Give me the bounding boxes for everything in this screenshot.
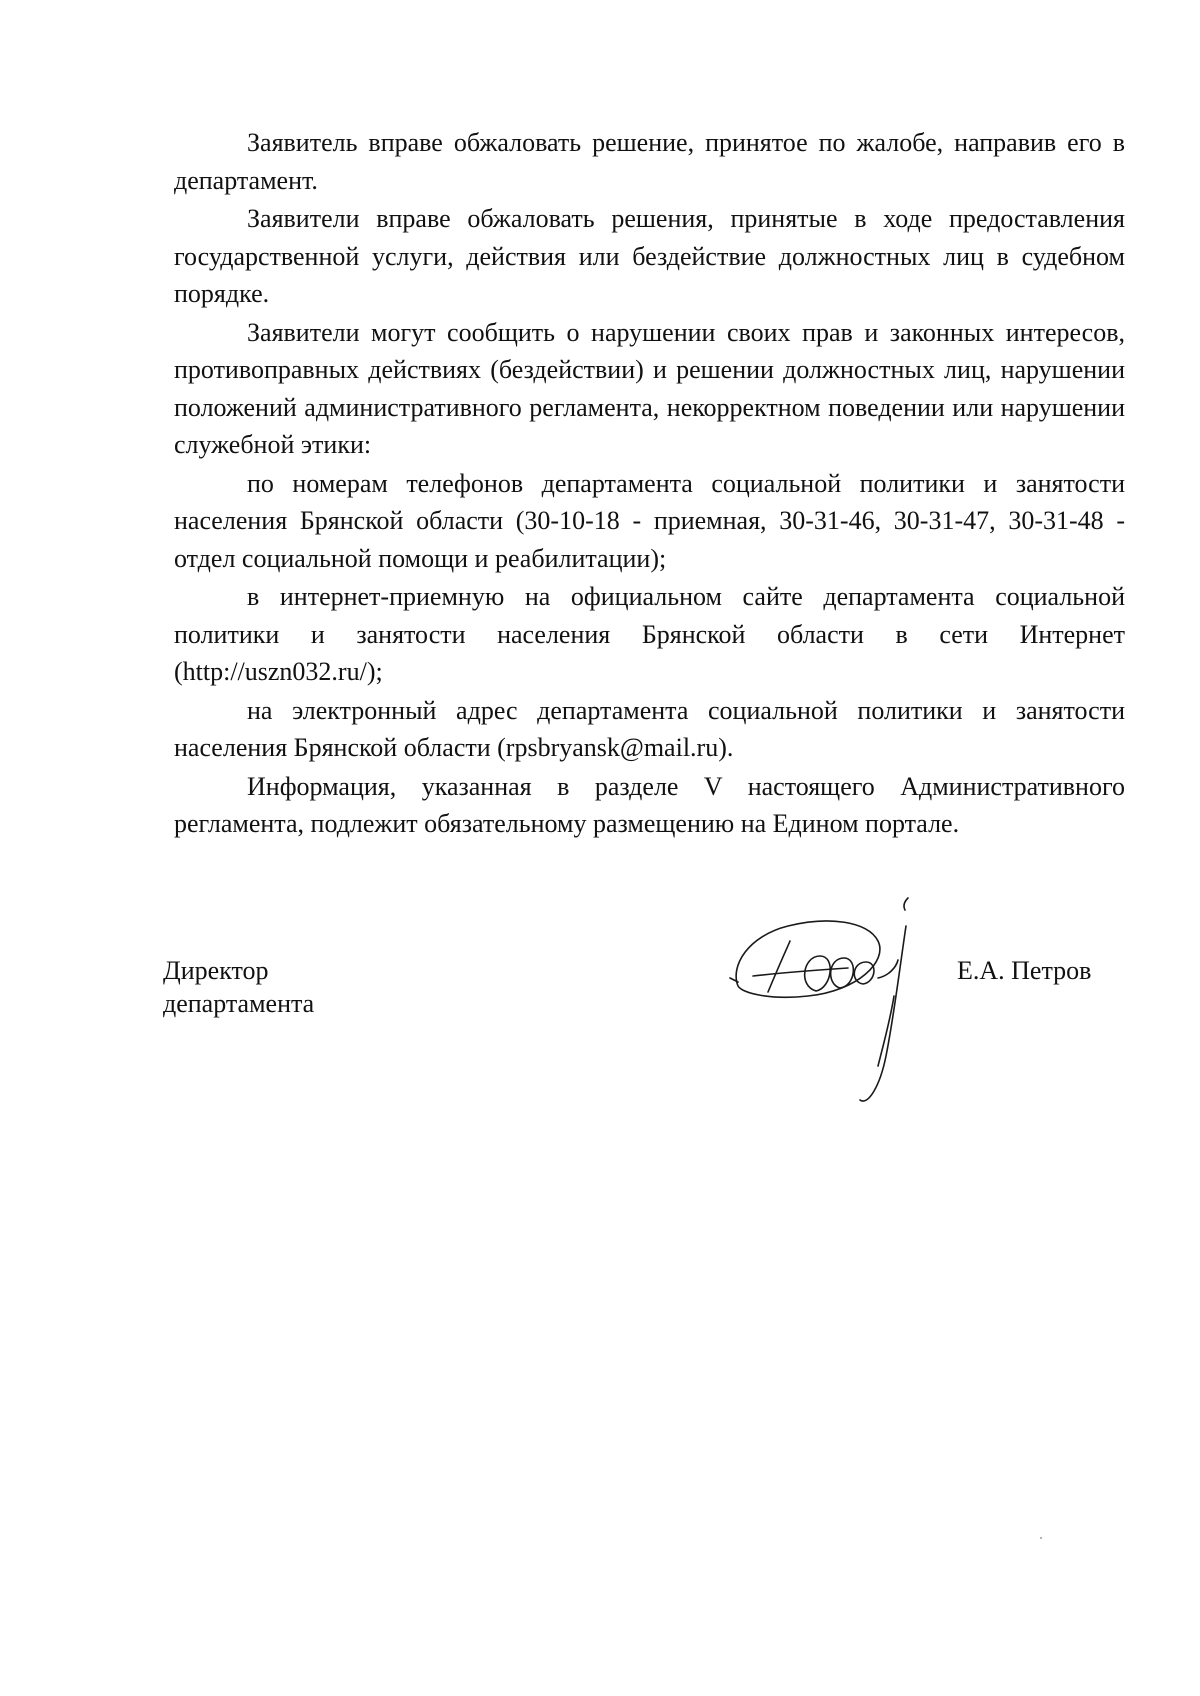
handwritten-signature bbox=[728, 896, 953, 1108]
signer-position-line1: Директор bbox=[163, 956, 269, 985]
scan-speck bbox=[1040, 1537, 1042, 1539]
signer-position-line2: департамента bbox=[163, 989, 315, 1018]
paragraph-report-violations: Заявители могут сообщить о нарушении своих прав и законных интересов, противоправных действиях (бездействии) и решении должностных лиц, нарушении положений административного регламента, некорректном поведении или нарушении служебной этики: bbox=[174, 317, 1125, 459]
document-body bbox=[174, 124, 1125, 844]
paragraph-phone-numbers: по номерам телефонов департамента социальной политики и занятости населения Брянской области (30-10-18 - приемная, 30-31-46, 30-31-47, 30-31-48 - отдел социальной помощи и реабилитации); bbox=[174, 468, 1125, 573]
paragraph-internet-reception: в интернет-приемную на официальном сайте департамента социальной политики и занятости населения Брянской области в сети Интернет (http://uszn032.ru/); bbox=[174, 582, 1125, 686]
paragraph-appeal-decision: Заявитель вправе обжаловать решение, принятое по жалобе, направив его в департамент. bbox=[174, 128, 1125, 195]
paragraph-email-address: на электронный адрес департамента социальной политики и занятости населения Брянской области (rpsbryansk@mail.ru). bbox=[174, 695, 1125, 762]
paragraph-court-appeal: Заявители вправе обжаловать решения, принятые в ходе предоставления государственной услуги, действия или бездействие должностных лиц в судебном порядке. bbox=[174, 204, 1125, 308]
signer-position bbox=[163, 954, 314, 1020]
signer-name: Е.А. Петров bbox=[957, 956, 1092, 985]
paragraph-portal-info: Информация, указанная в разделе V настоящего Административного регламента, подлежит обязательному размещению на Едином портале. bbox=[174, 771, 1125, 838]
